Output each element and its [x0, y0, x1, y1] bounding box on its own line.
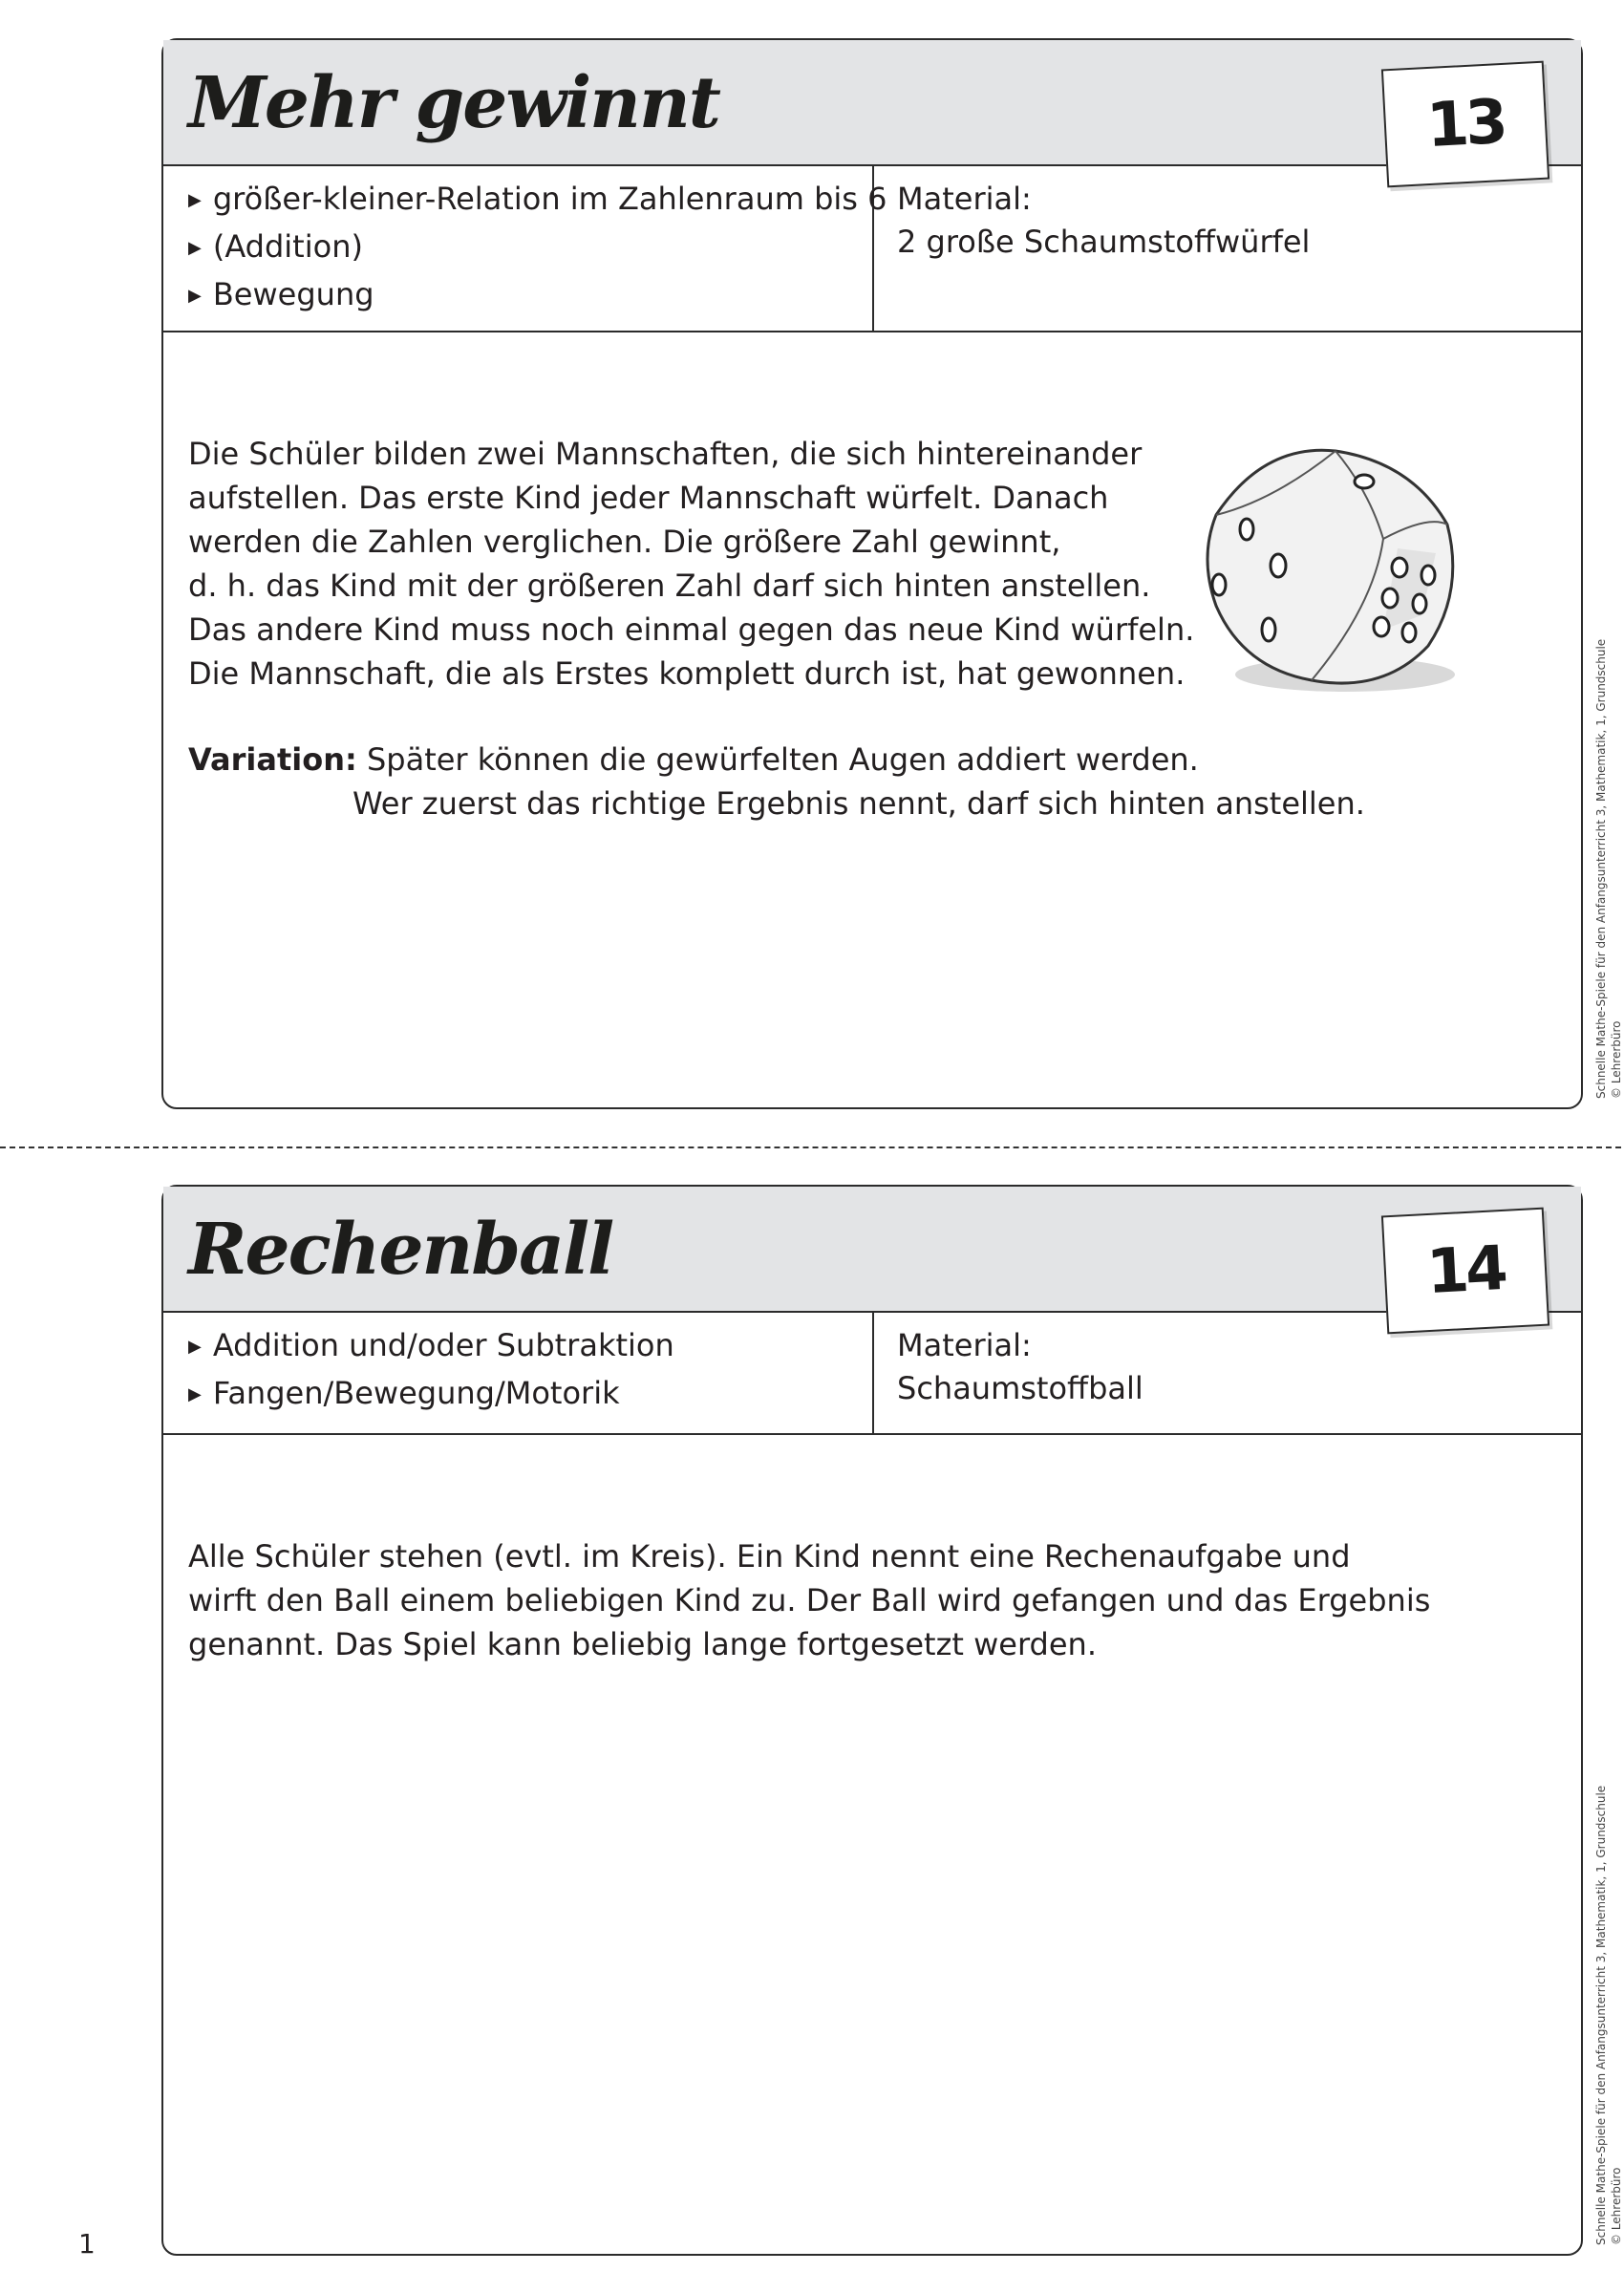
description-line: Die Mannschaft, die als Erstes komplett durch ist, hat gewonnen.: [188, 655, 1186, 692]
description-line: Das andere Kind muss noch einmal gegen das neue Kind würfeln.: [188, 611, 1195, 648]
material-label: Material:: [897, 181, 1032, 217]
game-card-13: [161, 38, 1583, 1109]
copyright-publisher: © Lehrerbüro: [1610, 2167, 1623, 2245]
objective-item: ▶ größer-kleiner-Relation im Zahlenraum bis 6: [188, 178, 872, 225]
dice-illustration: [1178, 424, 1464, 701]
copyright-source: Schnelle Mathe-Spiele für den Anfangsunterricht 3, Mathematik, 1, Grundschule: [1594, 638, 1608, 1099]
material-value: 2 große Schaumstoffwürfel: [897, 224, 1311, 260]
card-number-tag: 14: [1381, 1208, 1549, 1335]
game-description: [188, 432, 1194, 696]
variation-label: Variation:: [188, 741, 357, 778]
material-label: Material:: [897, 1327, 1032, 1363]
card-number-tag: 13: [1381, 61, 1549, 188]
objective-item: ▶ Fangen/Bewegung/Motorik: [188, 1372, 872, 1420]
variation-line: Später können die gewürfelten Augen addiert werden.: [366, 741, 1199, 778]
material-value: Schaumstoffball: [897, 1370, 1143, 1406]
copyright-note: [1590, 1710, 1624, 2245]
description-line: Alle Schüler stehen (evtl. im Kreis). Ein Kind nennt eine Rechenaufgabe und: [188, 1538, 1351, 1575]
material-section: [897, 178, 1310, 264]
card-header: [163, 40, 1581, 166]
card-title: Rechenball: [188, 1209, 613, 1291]
card-title: Mehr gewinnt: [188, 62, 719, 144]
material-section: [897, 1324, 1143, 1410]
objective-item: ▶ (Addition): [188, 225, 872, 273]
info-row: [163, 166, 1581, 332]
card-header: [163, 1187, 1581, 1313]
description-line: werden die Zahlen verglichen. Die größere Zahl gewinnt,: [188, 524, 1061, 560]
game-description: [188, 1534, 1430, 1666]
objective-item: ▶ Addition und/oder Subtraktion: [188, 1324, 872, 1372]
learning-objectives-list: [163, 1313, 874, 1433]
description-line: wirft den Ball einem beliebigen Kind zu. Der Ball wird gefangen und das Ergebnis: [188, 1582, 1431, 1618]
info-row: [163, 1313, 1581, 1435]
description-line: genannt. Das Spiel kann beliebig lange fortgesetzt werden.: [188, 1626, 1097, 1662]
copyright-source: Schnelle Mathe-Spiele für den Anfangsunterricht 3, Mathematik, 1, Grundschule: [1594, 1785, 1608, 2245]
page-number: 1: [78, 2228, 96, 2260]
objective-item: ▶ Bewegung: [188, 273, 872, 321]
variation-block: [188, 738, 1365, 825]
description-line: d. h. das Kind mit der größeren Zahl darf sich hinten anstellen.: [188, 568, 1151, 604]
copyright-publisher: © Lehrerbüro: [1610, 1020, 1623, 1099]
variation-line: Wer zuerst das richtige Ergebnis nennt, darf sich hinten anstellen.: [353, 785, 1365, 822]
cut-line: [0, 1146, 1621, 1148]
description-line: aufstellen. Das erste Kind jeder Mannschaft würfelt. Danach: [188, 480, 1109, 516]
description-line: Die Schüler bilden zwei Mannschaften, die sich hintereinander: [188, 436, 1143, 472]
copyright-note: [1590, 564, 1624, 1099]
game-card-14: [161, 1185, 1583, 2256]
learning-objectives-list: [163, 166, 887, 331]
